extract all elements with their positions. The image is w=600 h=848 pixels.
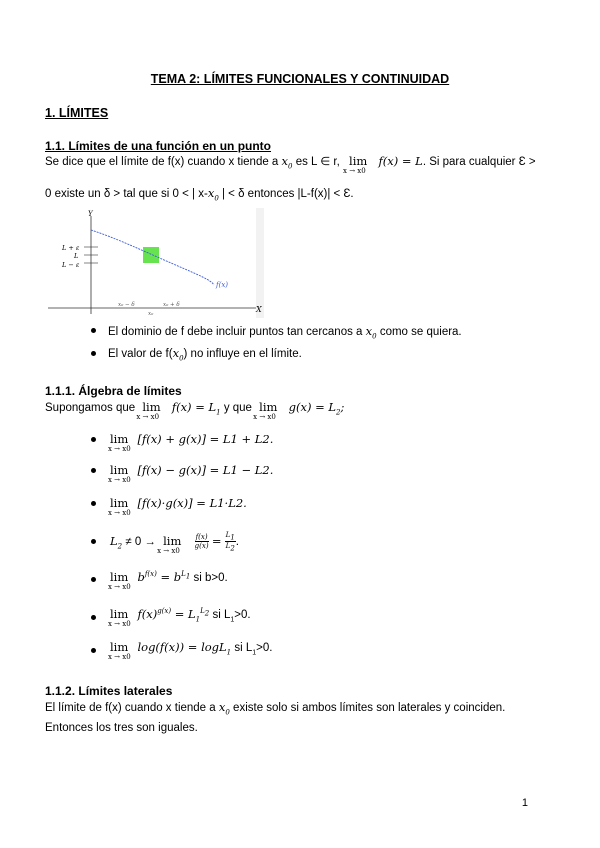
lim-subscript: x → x0 [136, 413, 160, 421]
y-axis-label: Y [88, 210, 93, 218]
suppose-line [45, 400, 345, 421]
limit-operator [343, 154, 368, 175]
l2-symbol: $L_2$ [110, 533, 123, 551]
rule-logarithm-text: log(f(x)) = logL [137, 640, 227, 654]
suppose-text-a: Supongamos que [45, 402, 136, 414]
section-heading-algebra: 1.1.1. Álgebra de límites [45, 384, 182, 398]
limit-operator [157, 533, 182, 555]
bullet-dot [91, 468, 96, 473]
bullet-dot [91, 501, 96, 506]
curve-label: f(x) [216, 281, 229, 289]
lim-word: lim [110, 463, 129, 477]
bullet-dot [91, 539, 96, 544]
x-axis-label: X [256, 305, 262, 314]
section-heading-limite-punto: 1.1. Límites de una función en un punto [45, 139, 272, 153]
definition-text-a: Se dice que el límite de f(x) cuando x tiende a [45, 156, 279, 168]
lim-subscript: x → x0 [108, 620, 131, 628]
tick-label-left: x₀ − δ [118, 302, 135, 308]
lim-word: lim [259, 400, 278, 414]
lim-subscript: x → x0 [108, 476, 131, 484]
limit-operator [136, 400, 161, 421]
limit-operator [108, 496, 131, 517]
lateral-line-1 [45, 700, 505, 716]
rule-power-expr: $f(x)^{g(x)} = L_1^{L_2}$ [137, 607, 210, 624]
bullet-dot [91, 648, 96, 653]
lim-word: lim [163, 533, 182, 548]
lim-word: lim [110, 496, 129, 510]
bullet-dot [91, 328, 96, 333]
tick-label-right: x₀ + δ [163, 302, 180, 308]
bullet-domain-text-b: como se quiera. [379, 326, 462, 338]
x0-symbol-2: $x_0$ [207, 186, 219, 203]
bullet-dot [91, 615, 96, 620]
lim-word: lim [110, 570, 129, 584]
rule-quotient: $L_2 \ne 0 \to \lim$ x → x0 $\frac{f(x)}{g(x)}$ = $\frac{L_1}{L_2}$ . [110, 531, 239, 555]
suppose-g-text: g(x) = L [288, 400, 337, 414]
quotient-fraction: $\frac{f(x)}{g(x)}$ [194, 533, 209, 551]
lim-word: lim [110, 607, 129, 621]
lim-word: lim [110, 432, 129, 446]
suppose-f-text: f(x) = L [171, 400, 217, 414]
definition-text-c: . Si para cualquier Ɛ > [422, 156, 536, 168]
rule-product [108, 496, 247, 517]
rule-power: lim x → x0 $f(x)^{g(x)} = L_1^{L_2}$ si $L_1>0$. [108, 607, 251, 628]
lim-subscript: x → x0 [108, 583, 131, 591]
rule-sum [108, 432, 274, 453]
tick-label-center: x₀ [148, 311, 154, 317]
lim-word: lim [142, 400, 161, 414]
x0-symbol-4: $x_0$ [172, 346, 184, 363]
limit-operator [108, 463, 131, 484]
bullet-domain [108, 324, 462, 340]
limit-operator [108, 432, 131, 453]
definition-expression: f(x) = L [378, 154, 423, 168]
suppose-g-expr: $g(x) = L_2$; [288, 400, 345, 417]
rule-exponential [108, 570, 228, 591]
limit-operator [108, 640, 131, 661]
limit-operator [253, 400, 278, 421]
page-title: TEMA 2: LÍMITES FUNCIONALES Y CONTINUIDAD [150, 72, 450, 86]
rule-exponential-suffix: si b>0. [193, 572, 228, 584]
rule-difference-expr: [f(x) − g(x)] = L1 − L2. [137, 463, 274, 477]
limits-fraction: $\frac{L_1}{L_2}$ [225, 531, 235, 553]
rule-logarithm-expr: log(f(x)) = logL$_1$ [137, 640, 232, 657]
section-heading-laterales: 1.1.2. Límites laterales [45, 684, 173, 698]
page-number: 1 [521, 797, 528, 809]
definition-text-d: 0 existe un δ > tal que si 0 < | x- [45, 188, 208, 200]
bullet-value [108, 346, 302, 362]
lim-subscript: x → x0 [108, 653, 131, 661]
lim-word: lim [349, 154, 368, 168]
bullet-dot [91, 577, 96, 582]
lim-subscript: x → x0 [343, 167, 366, 175]
limit-graph [46, 208, 264, 318]
bullet-domain-text-a: El dominio de f debe incluir puntos tan cercanos a [108, 326, 363, 338]
rule-quotient-pre: ≠ 0 → [125, 535, 156, 548]
definition-line-1 [45, 154, 536, 175]
rule-logarithm-end: >0. [256, 642, 273, 654]
lateral-line-2: Entonces los tres son iguales. [45, 722, 198, 734]
rule-power-suffix: si L [212, 609, 231, 621]
section-heading-limites: 1. LÍMITES [45, 106, 109, 120]
lim-subscript: x → x0 [108, 509, 131, 517]
rule-product-expr: [f(x)·g(x)] = L1·L2. [137, 496, 247, 510]
rule-difference [108, 463, 274, 484]
limit-operator [108, 570, 131, 591]
lim-subscript: x → x0 [157, 546, 180, 555]
x0-symbol: $x_0$ [281, 154, 293, 171]
definition-line-2 [45, 186, 354, 202]
suppose-text-b: y que [223, 402, 252, 414]
definition-text-e: | < δ entonces |L-f(x)| < Ɛ. [221, 188, 354, 200]
lateral-text-b: existe solo si ambos límites son laterales y coinciden. [233, 702, 506, 714]
lim-word: lim [110, 640, 129, 654]
bullet-dot [91, 351, 96, 356]
rule-sum-expr: [f(x) + g(x)] = L1 + L2. [137, 432, 274, 446]
rule-exponential-expr: $b^{f(x)} = b^{L_1}$ [137, 570, 191, 584]
lateral-text-a: El límite de f(x) cuando x tiende a [45, 702, 216, 714]
lim-subscript: x → x0 [253, 413, 276, 421]
bullet-value-text-b: ) no influye en el límite. [183, 348, 302, 360]
x0-symbol-5: $x_0$ [218, 700, 230, 717]
lower-bound-label: L − ε [62, 261, 80, 269]
rule-logarithm: lim x → x0 log(f(x)) = logL$_1$ si $L_1>0$. [108, 640, 273, 661]
limit-label: L [74, 252, 79, 260]
x0-symbol-3: $x_0$ [365, 324, 377, 341]
graph-edge-shadow [256, 208, 264, 318]
bullet-value-text-a: El valor de f( [108, 348, 173, 360]
bullet-dot [91, 437, 96, 442]
epsilon-delta-box [143, 247, 159, 263]
upper-bound-label: L + ε [62, 244, 80, 252]
lim-subscript: x → x0 [108, 445, 131, 453]
rule-logarithm-suffix: si L [234, 642, 253, 654]
suppose-f-expr: $f(x) = L_1$ [171, 400, 221, 417]
definition-text-b: es L ∈ r, [295, 156, 340, 168]
rule-power-end: >0. [234, 609, 251, 621]
limit-operator [108, 607, 131, 628]
